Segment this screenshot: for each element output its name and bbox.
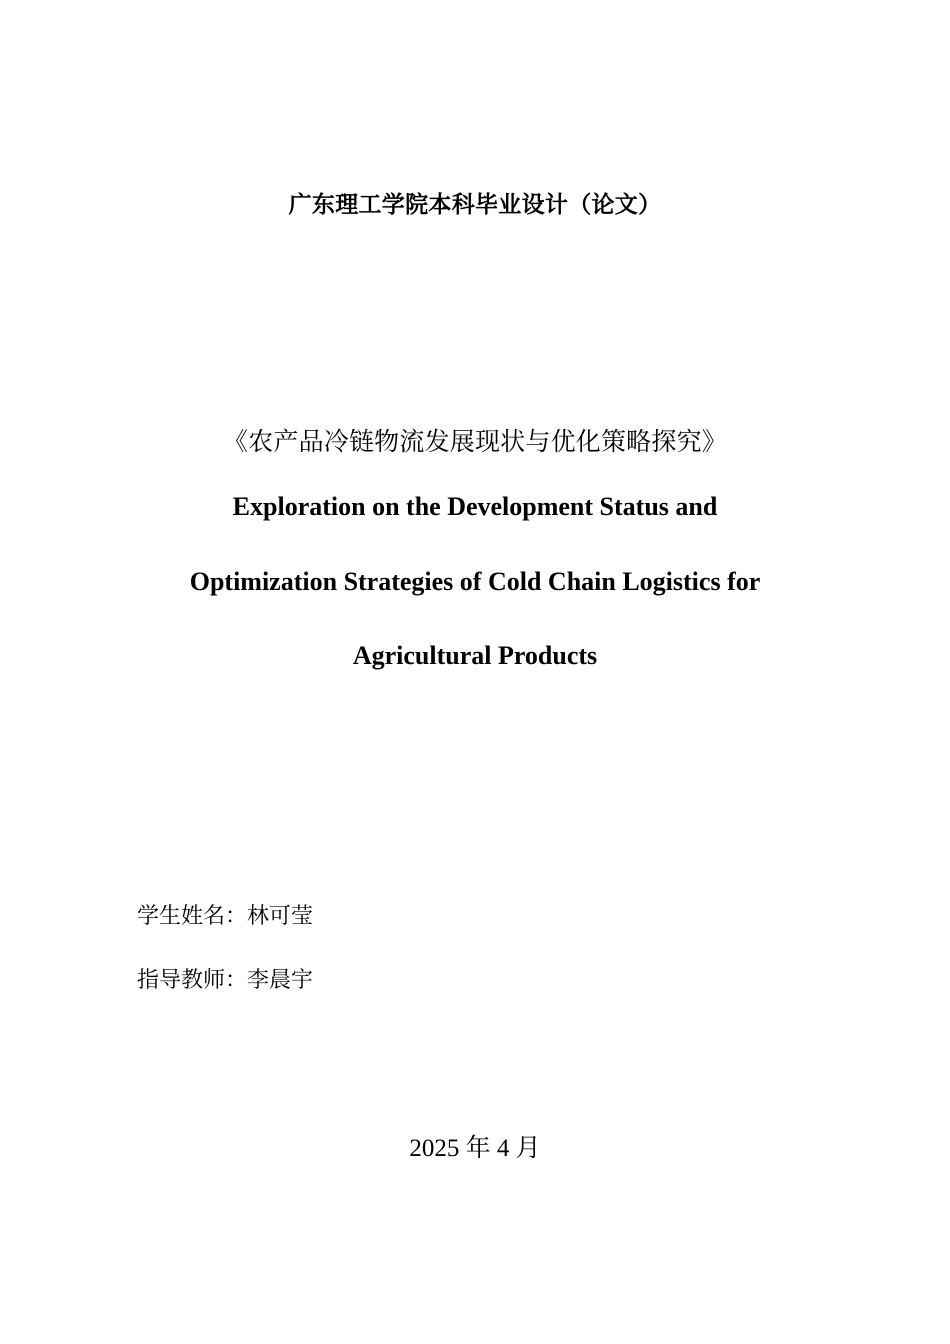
submission-date: 2025 年 4 月 xyxy=(409,1135,541,1162)
student-name-label: 学生姓名： xyxy=(137,904,248,929)
advisor-value: 李晨宇 xyxy=(247,968,314,993)
english-title-line-3: Agricultural Products xyxy=(352,641,598,670)
student-name-value: 林可莹 xyxy=(247,904,314,929)
advisor-row xyxy=(137,965,313,997)
advisor-label: 指导教师： xyxy=(137,968,248,993)
student-name-row xyxy=(137,901,313,933)
university-heading: 广东理工学院本科毕业设计（论文） xyxy=(288,192,662,218)
english-title-line-1: Exploration on the Development Status and xyxy=(232,492,718,521)
thesis-title-english xyxy=(0,470,950,694)
thesis-title-chinese: 《农产品冷链物流发展现状与优化策略探究》 xyxy=(222,427,727,456)
english-title-line-2: Optimization Strategies of Cold Chain Logistics for xyxy=(189,566,761,596)
